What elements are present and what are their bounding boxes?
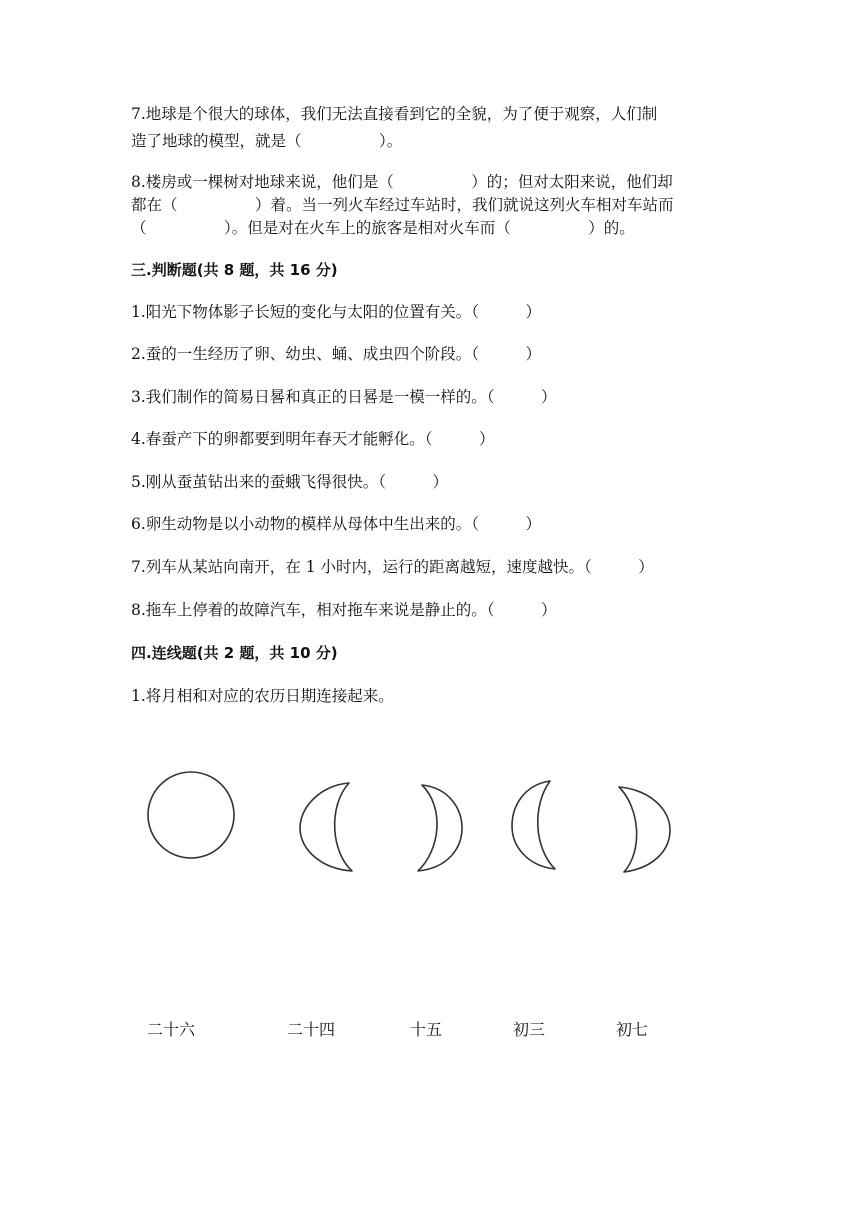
judge-item-7: 7.列车从某站向南开，在 1 小时内，运行的距离越短，速度越快。（ ） xyxy=(131,558,654,576)
question-8-line-3: （ ）。但是对在火车上的旅客是相对火车而（ ）的。 xyxy=(131,219,635,237)
question-8-line-1: 8.楼房或一棵树对地球来说，他们是（ ）的；但对太阳来说，他们却 xyxy=(131,173,673,191)
judge-item-1: 1.阳光下物体影子长短的变化与太阳的位置有关。（ ） xyxy=(131,303,542,321)
matching-question-1: 1.将月相和对应的农历日期连接起来。 xyxy=(131,687,394,705)
judge-item-5: 5.刚从蚕茧钻出来的蚕蛾飞得很快。（ ） xyxy=(131,473,449,491)
date-label-3: 十五 xyxy=(410,1020,443,1039)
date-label-4: 初三 xyxy=(513,1020,546,1039)
judge-item-8: 8.拖车上停着的故障汽车，相对拖车来说是静止的。（ ） xyxy=(131,601,557,619)
date-label-5: 初七 xyxy=(616,1020,649,1039)
left-crescent-figure-2 xyxy=(512,781,555,869)
section-3-heading: 三.判断题(共 8 题，共 16 分) xyxy=(131,261,338,279)
judge-item-4: 4.春蚕产下的卵都要到明年春天才能孵化。（ ） xyxy=(131,430,495,448)
judge-item-6: 6.卵生动物是以小动物的模样从母体中生出来的。（ ） xyxy=(131,515,542,533)
right-crescent-figure-2 xyxy=(619,787,670,872)
question-8-line-2: 都在（ ）着。当一列火车经过车站时，我们就说这列火车相对车站而 xyxy=(131,196,674,214)
left-crescent-figure-1 xyxy=(300,783,352,871)
date-label-2: 二十四 xyxy=(287,1020,336,1039)
question-7-line-2: 造了地球的模型，就是（ ）。 xyxy=(131,132,403,150)
judge-item-3: 3.我们制作的简易日晷和真正的日晷是一模一样的。（ ） xyxy=(131,388,557,406)
full-moon-figure xyxy=(148,772,234,858)
date-label-1: 二十六 xyxy=(147,1020,196,1039)
judge-item-2: 2.蚕的一生经历了卵、幼虫、蛹、成虫四个阶段。（ ） xyxy=(131,345,542,363)
right-crescent-figure-1 xyxy=(418,785,462,871)
question-7-line-1: 7.地球是个很大的球体，我们无法直接看到它的全貌，为了便于观察，人们制 xyxy=(131,105,658,123)
section-4-heading: 四.连线题(共 2 题，共 10 分) xyxy=(131,644,338,662)
